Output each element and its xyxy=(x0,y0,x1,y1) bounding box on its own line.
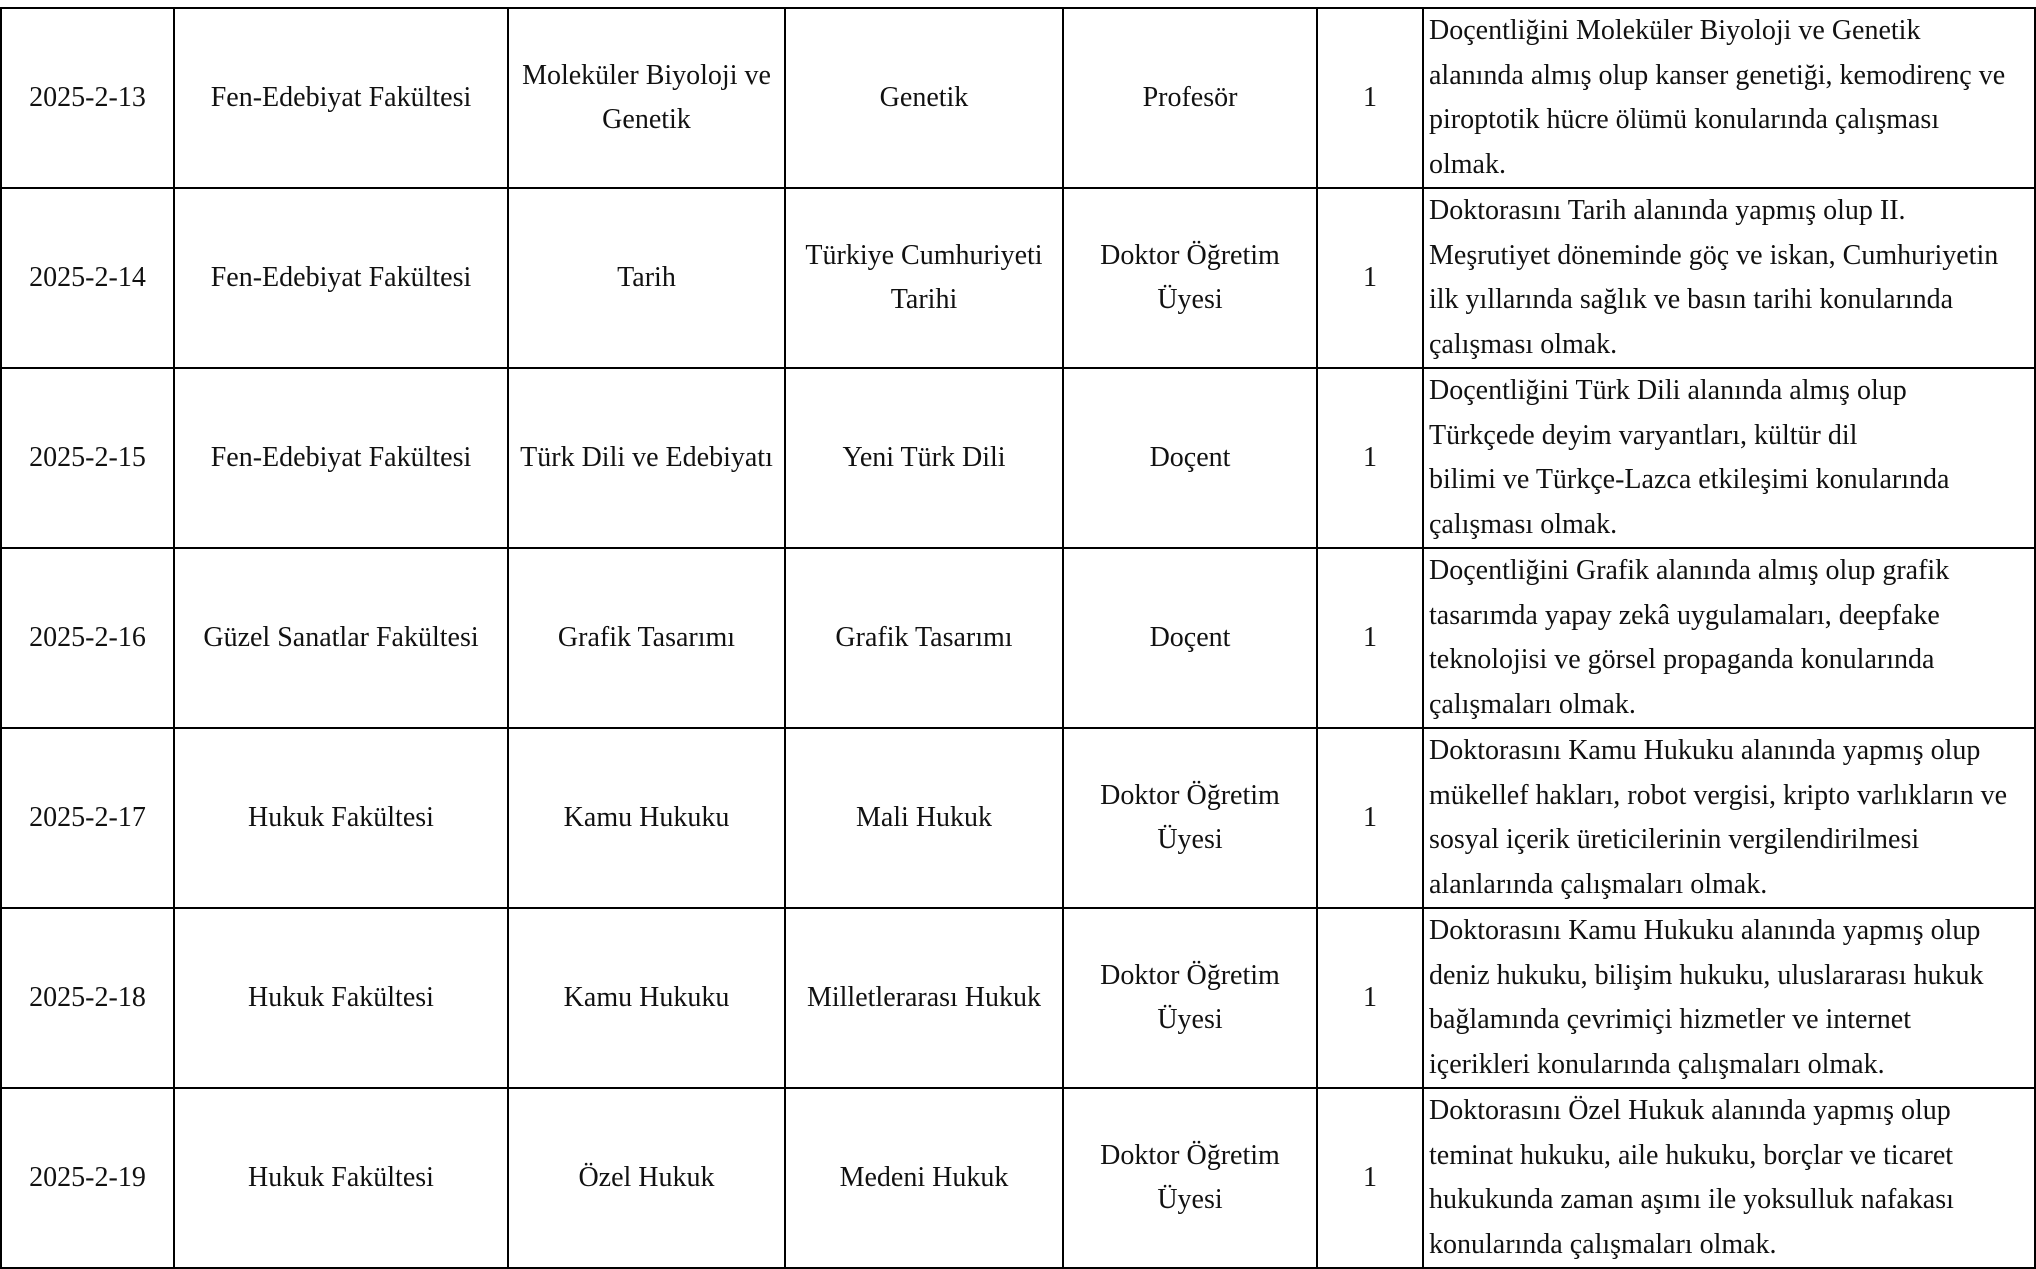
position-code: 2025-2-14 xyxy=(1,188,174,368)
faculty-name: Fen-Edebiyat Fakültesi xyxy=(174,8,508,188)
requirement-text: Doçentliğini Grafik alanında almış olup grafik tasarımda yapay zekâ uygulamaları, deepfake teknolojisi ve görsel propaganda konularında çalışmaları olmak. xyxy=(1423,548,2035,728)
position-count: 1 xyxy=(1317,728,1423,908)
table-row xyxy=(1,728,2035,908)
academic-title: Doktor Öğretim Üyesi xyxy=(1063,1088,1317,1268)
position-code: 2025-2-15 xyxy=(1,368,174,548)
field-name: Milletlerarası Hukuk xyxy=(785,908,1063,1088)
position-count: 1 xyxy=(1317,8,1423,188)
position-table-container xyxy=(0,7,2034,1269)
requirement-text: Doktorasını Tarih alanında yapmış olup II. Meşrutiyet döneminde göç ve iskan, Cumhuriyetin ilk yıllarında sağlık ve basın tarihi konularında çalışması olmak. xyxy=(1423,188,2035,368)
table-row xyxy=(1,188,2035,368)
field-name: Yeni Türk Dili xyxy=(785,368,1063,548)
position-code: 2025-2-18 xyxy=(1,908,174,1088)
table-row xyxy=(1,8,2035,188)
academic-title: Doktor Öğretim Üyesi xyxy=(1063,728,1317,908)
faculty-name: Fen-Edebiyat Fakültesi xyxy=(174,368,508,548)
field-name: Genetik xyxy=(785,8,1063,188)
faculty-name: Fen-Edebiyat Fakültesi xyxy=(174,188,508,368)
field-name: Türkiye Cumhuriyeti Tarihi xyxy=(785,188,1063,368)
faculty-name: Hukuk Fakültesi xyxy=(174,728,508,908)
requirement-text: Doktorasını Özel Hukuk alanında yapmış olup teminat hukuku, aile hukuku, borçlar ve ticaret hukukunda zaman aşımı ile yoksulluk nafakası konularında çalışmaları olmak. xyxy=(1423,1088,2035,1268)
position-count: 1 xyxy=(1317,548,1423,728)
department-name: Moleküler Biyoloji ve Genetik xyxy=(508,8,785,188)
field-name: Mali Hukuk xyxy=(785,728,1063,908)
faculty-name: Hukuk Fakültesi xyxy=(174,1088,508,1268)
academic-title: Doçent xyxy=(1063,548,1317,728)
academic-positions-table xyxy=(0,7,2036,1269)
department-name: Kamu Hukuku xyxy=(508,728,785,908)
position-count: 1 xyxy=(1317,908,1423,1088)
position-code: 2025-2-16 xyxy=(1,548,174,728)
table-row xyxy=(1,368,2035,548)
field-name: Grafik Tasarımı xyxy=(785,548,1063,728)
faculty-name: Güzel Sanatlar Fakültesi xyxy=(174,548,508,728)
department-name: Türk Dili ve Edebiyatı xyxy=(508,368,785,548)
requirement-text: Doktorasını Kamu Hukuku alanında yapmış olup mükellef hakları, robot vergisi, kripto varlıkların ve sosyal içerik üreticilerinin vergilendirilmesi alanlarında çalışmaları olmak. xyxy=(1423,728,2035,908)
academic-title: Profesör xyxy=(1063,8,1317,188)
department-name: Özel Hukuk xyxy=(508,1088,785,1268)
position-count: 1 xyxy=(1317,188,1423,368)
position-code: 2025-2-17 xyxy=(1,728,174,908)
position-count: 1 xyxy=(1317,1088,1423,1268)
requirement-text: Doktorasını Kamu Hukuku alanında yapmış olup deniz hukuku, bilişim hukuku, uluslararası hukuk bağlamında çevrimiçi hizmetler ve internet içerikleri konularında çalışmaları olmak. xyxy=(1423,908,2035,1088)
requirement-text: Doçentliğini Moleküler Biyoloji ve Genetik alanında almış olup kanser genetiği, kemodirenç ve piroptotik hücre ölümü konularında çalışması olmak. xyxy=(1423,8,2035,188)
position-count: 1 xyxy=(1317,368,1423,548)
position-code: 2025-2-19 xyxy=(1,1088,174,1268)
requirement-text: Doçentliğini Türk Dili alanında almış olup Türkçede deyim varyantları, kültür dil bilimi ve Türkçe-Lazca etkileşimi konularında çalışması olmak. xyxy=(1423,368,2035,548)
department-name: Grafik Tasarımı xyxy=(508,548,785,728)
academic-title: Doktor Öğretim Üyesi xyxy=(1063,188,1317,368)
table-row xyxy=(1,908,2035,1088)
department-name: Tarih xyxy=(508,188,785,368)
field-name: Medeni Hukuk xyxy=(785,1088,1063,1268)
table-row xyxy=(1,548,2035,728)
faculty-name: Hukuk Fakültesi xyxy=(174,908,508,1088)
table-row xyxy=(1,1088,2035,1268)
department-name: Kamu Hukuku xyxy=(508,908,785,1088)
position-code: 2025-2-13 xyxy=(1,8,174,188)
academic-title: Doçent xyxy=(1063,368,1317,548)
academic-title: Doktor Öğretim Üyesi xyxy=(1063,908,1317,1088)
